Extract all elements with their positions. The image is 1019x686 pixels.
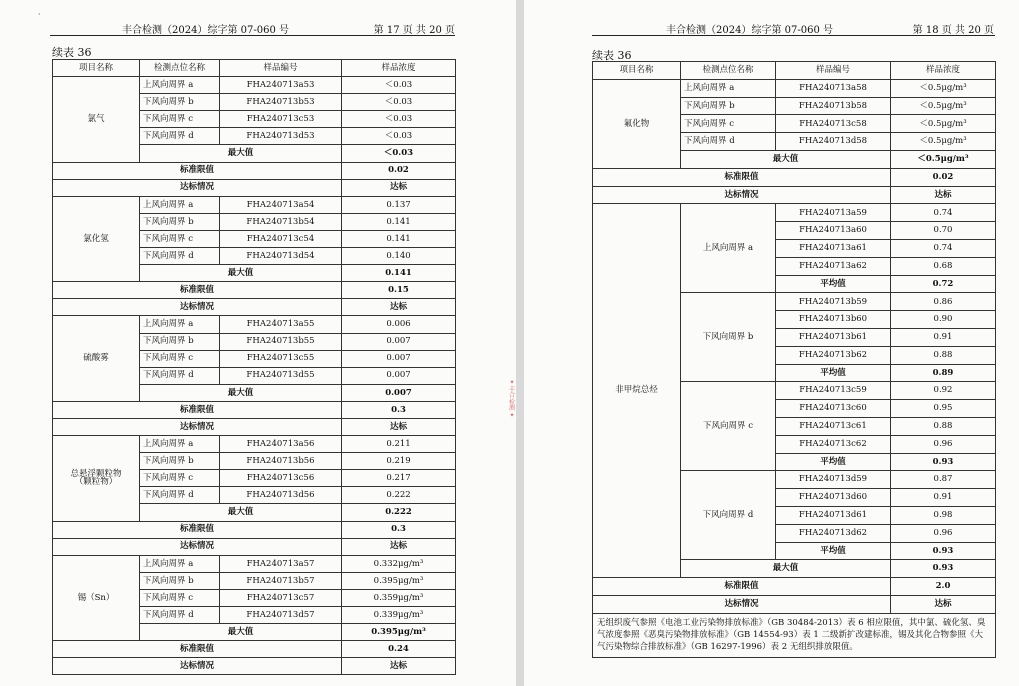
sample-value: 0.395μg/m³: [342, 572, 456, 589]
report-number: 丰合检测（2024）综字第 07-060 号: [666, 25, 833, 36]
sample-code: FHA240713a57: [220, 555, 342, 572]
sample-value: 0.359μg/m³: [342, 589, 456, 606]
status-label: 达标情况: [53, 538, 342, 555]
limit-label: 标准限值: [53, 282, 342, 299]
sample-code: FHA240713a62: [776, 257, 891, 275]
table-header-row: [593, 62, 996, 80]
limit-row: [593, 578, 996, 596]
item-name: [53, 316, 140, 401]
page-header: [50, 21, 455, 36]
sample-code: FHA240713b62: [776, 346, 891, 364]
sample-code: FHA240713c55: [220, 350, 342, 367]
sample-value: 0.88: [891, 417, 996, 435]
average-value: 0.93: [891, 453, 996, 471]
point-name: 上风向周界 a: [681, 79, 776, 97]
sample-code: FHA240713d59: [776, 471, 891, 489]
sample-value: 0.96: [891, 524, 996, 542]
sample-code: FHA240713a60: [776, 222, 891, 240]
max-label: 最大值: [140, 504, 342, 521]
col-code: 样品编号: [220, 60, 342, 77]
limit-row: [53, 401, 456, 418]
limit-value: 0.3: [342, 401, 456, 418]
limit-value: 2.0: [891, 578, 996, 596]
results-table-p17: [52, 59, 456, 675]
sample-value: 0.217: [342, 470, 456, 487]
sample-code: FHA240713d62: [776, 524, 891, 542]
status-label: 达标情况: [593, 186, 891, 204]
item-name-text: 氯化氢: [83, 233, 109, 244]
limit-value: 0.02: [891, 168, 996, 186]
limit-label: 标准限值: [53, 401, 342, 418]
sample-code: FHA240713b58: [776, 97, 891, 115]
sample-value: 0.141: [342, 230, 456, 247]
max-value: 0.141: [342, 265, 456, 282]
point-name: 上风向周界 a: [140, 555, 220, 572]
table-row: [53, 77, 456, 94]
sample-code: FHA240713d55: [220, 367, 342, 384]
status-value: 达标: [891, 186, 996, 204]
col-code: 样品编号: [776, 62, 891, 80]
sample-value: 0.219: [342, 453, 456, 470]
sample-value: 0.92: [891, 382, 996, 400]
table-row: [593, 79, 996, 97]
page-18: [524, 0, 1019, 686]
table-continued-label: 续表 36: [592, 49, 632, 62]
average-label: 平均值: [776, 364, 891, 382]
status-label: 达标情况: [593, 595, 891, 613]
limit-label: 标准限值: [53, 162, 342, 179]
point-name: 下风向周界 b: [140, 333, 220, 350]
sample-value: 0.211: [342, 436, 456, 453]
point-name: 下风向周界 d: [681, 471, 776, 560]
status-label: 达标情况: [53, 658, 342, 675]
sample-value: ＜0.03: [342, 77, 456, 94]
point-name: 下风向周界 b: [140, 572, 220, 589]
point-name: 下风向周界 c: [140, 470, 220, 487]
sample-value: 0.95: [891, 400, 996, 418]
limit-label: 标准限值: [53, 641, 342, 658]
sample-value: 0.007: [342, 367, 456, 384]
point-name: 下风向周界 d: [140, 607, 220, 624]
limit-value: 0.02: [342, 162, 456, 179]
point-name: 下风向周界 d: [140, 367, 220, 384]
status-value: 达标: [342, 179, 456, 196]
point-name: 上风向周界 a: [140, 436, 220, 453]
sample-value: 0.007: [342, 350, 456, 367]
sample-value: 0.141: [342, 213, 456, 230]
point-name: 下风向周界 d: [140, 487, 220, 504]
sample-value: ＜0.5μg/m³: [891, 133, 996, 151]
status-row: [53, 179, 456, 196]
sample-code: FHA240713d57: [220, 607, 342, 624]
sample-value: 0.140: [342, 248, 456, 265]
limit-row: [53, 521, 456, 538]
note-row: [593, 613, 996, 657]
average-value: 0.72: [891, 275, 996, 293]
point-name: 下风向周界 b: [681, 97, 776, 115]
sample-value: 0.339μg/m³: [342, 607, 456, 624]
item-name: [53, 555, 140, 640]
item-name: [593, 79, 681, 168]
sample-code: FHA240713a55: [220, 316, 342, 333]
item-name: [53, 77, 140, 162]
sample-value: ＜0.03: [342, 111, 456, 128]
sample-value: 0.137: [342, 196, 456, 213]
sample-code: FHA240713b54: [220, 213, 342, 230]
point-name: 下风向周界 c: [140, 230, 220, 247]
sample-value: 0.86: [891, 293, 996, 311]
sample-code: FHA240713d54: [220, 248, 342, 265]
sample-code: FHA240713c58: [776, 115, 891, 133]
point-name: 上风向周界 a: [140, 316, 220, 333]
page-header: [594, 21, 994, 36]
sample-code: FHA240713d56: [220, 487, 342, 504]
sample-value: ＜0.03: [342, 94, 456, 111]
sample-value: ＜0.5μg/m³: [891, 97, 996, 115]
item-name-text: 总悬浮颗粒物: [70, 468, 122, 479]
point-name: 下风向周界 d: [681, 133, 776, 151]
item-name-subtext: （颗粒物）: [74, 477, 118, 488]
average-label: 平均值: [776, 542, 891, 560]
item-name-text: 氟化物: [623, 118, 650, 129]
sample-value: 0.87: [891, 471, 996, 489]
status-label: 达标情况: [53, 299, 342, 316]
page-number: 第 18 页 共 20 页: [912, 25, 994, 36]
table-row: [53, 436, 456, 453]
table-row: [53, 196, 456, 213]
point-name: 下风向周界 b: [140, 213, 220, 230]
sample-code: FHA240713c62: [776, 435, 891, 453]
header-rule: [50, 35, 455, 36]
point-name: 下风向周界 c: [140, 350, 220, 367]
table-row: [53, 555, 456, 572]
sample-code: FHA240713c60: [776, 400, 891, 418]
status-row: [593, 186, 996, 204]
sample-code: FHA240713d60: [776, 489, 891, 507]
status-label: 达标情况: [53, 179, 342, 196]
max-value: ＜0.03: [342, 145, 456, 162]
max-value: 0.222: [342, 504, 456, 521]
status-value: 达标: [342, 418, 456, 435]
sample-value: 0.70: [891, 222, 996, 240]
sample-code: FHA240713c59: [776, 382, 891, 400]
sample-code: FHA240713a54: [220, 196, 342, 213]
table-continued-label: 续表 36: [52, 46, 92, 59]
col-value: 样品浓度: [342, 60, 456, 77]
sample-value: ＜0.5μg/m³: [891, 115, 996, 133]
sample-value: 0.006: [342, 316, 456, 333]
sample-code: FHA240713a61: [776, 239, 891, 257]
seam-seal-stamp: ✦ 丰 合 检 测 ✦: [508, 379, 515, 419]
col-point: 检测点位名称: [140, 60, 220, 77]
max-label: 最大值: [140, 145, 342, 162]
sample-code: FHA240713b57: [220, 572, 342, 589]
status-value: 达标: [342, 538, 456, 555]
col-value: 样品浓度: [891, 62, 996, 80]
sample-code: FHA240713c56: [220, 470, 342, 487]
limit-label: 标准限值: [593, 168, 891, 186]
sample-value: 0.007: [342, 333, 456, 350]
sample-value: 0.74: [891, 239, 996, 257]
sample-code: FHA240713a59: [776, 204, 891, 222]
status-value: 达标: [342, 658, 456, 675]
sample-value: 0.96: [891, 435, 996, 453]
sample-code: FHA240713c54: [220, 230, 342, 247]
table-note: 无组织废气参照《电池工业污染物排放标准》（GB 30484-2013）表 6 相应限值，其中氯、硫化氢、臭气浓度参照《恶臭污染物排放标准》（GB 14554-93）表 1 二级新扩改建标准，锡及其化合物参照《大气污染物综合排放标准》（GB 16297-1996）表 2 无组织排放限值。: [593, 613, 996, 657]
max-label: 最大值: [140, 265, 342, 282]
sample-code: FHA240713a56: [220, 436, 342, 453]
limit-row: [53, 162, 456, 179]
results-table-p18: [592, 61, 996, 658]
sample-code: FHA240713d58: [776, 133, 891, 151]
sample-code: FHA240713c61: [776, 417, 891, 435]
status-row: [593, 595, 996, 613]
sample-value: 0.74: [891, 204, 996, 222]
report-number: 丰合检测（2024）综字第 07-060 号: [122, 25, 289, 36]
col-point: 检测点位名称: [681, 62, 776, 80]
sample-value: ＜0.03: [342, 128, 456, 145]
point-name: 下风向周界 b: [140, 453, 220, 470]
point-name: 下风向周界 d: [140, 248, 220, 265]
item-name-text: 氯气: [87, 114, 105, 125]
point-name: 下风向周界 b: [140, 94, 220, 111]
sample-code: FHA240713d53: [220, 128, 342, 145]
limit-label: 标准限值: [53, 521, 342, 538]
sample-value: 0.91: [891, 489, 996, 507]
sample-code: FHA240713a53: [220, 77, 342, 94]
point-name: 上风向周界 a: [140, 77, 220, 94]
col-item: 项目名称: [593, 62, 681, 80]
sample-code: FHA240713b59: [776, 293, 891, 311]
status-row: [53, 299, 456, 316]
average-value: 0.93: [891, 542, 996, 560]
sample-code: FHA240713d61: [776, 506, 891, 524]
average-label: 平均值: [776, 453, 891, 471]
limit-value: 0.15: [342, 282, 456, 299]
limit-value: 0.24: [342, 641, 456, 658]
max-label: 最大值: [681, 150, 891, 168]
point-name: 上风向周界 a: [140, 196, 220, 213]
max-value: 0.007: [342, 384, 456, 401]
header-rule: [592, 35, 995, 36]
sample-value: 0.68: [891, 257, 996, 275]
item-name: [53, 196, 140, 281]
sample-value: 0.98: [891, 506, 996, 524]
item-name: 非甲烷总烃: [593, 204, 681, 578]
table-row: [53, 316, 456, 333]
point-name: 下风向周界 c: [140, 111, 220, 128]
sample-value: 0.90: [891, 311, 996, 329]
point-name: 下风向周界 b: [681, 293, 776, 382]
point-name: 下风向周界 d: [140, 128, 220, 145]
average-label: 平均值: [776, 275, 891, 293]
limit-value: 0.3: [342, 521, 456, 538]
sample-code: FHA240713a58: [776, 79, 891, 97]
average-value: 0.89: [891, 364, 996, 382]
status-value: 达标: [891, 595, 996, 613]
point-name: 下风向周界 c: [681, 115, 776, 133]
max-value: 0.395μg/m³: [342, 624, 456, 641]
point-name: 下风向周界 c: [681, 382, 776, 471]
limit-row: [53, 282, 456, 299]
sample-value: ＜0.5μg/m³: [891, 79, 996, 97]
max-value: ＜0.5μg/m³: [891, 150, 996, 168]
status-label: 达标情况: [53, 418, 342, 435]
sample-code: FHA240713b53: [220, 94, 342, 111]
page-number: 第 17 页 共 20 页: [373, 25, 455, 36]
sample-value: 0.91: [891, 328, 996, 346]
sample-code: FHA240713c53: [220, 111, 342, 128]
max-label: 最大值: [681, 560, 891, 578]
point-name: 下风向周界 c: [140, 589, 220, 606]
item-name-text: 锡（Sn）: [77, 592, 115, 603]
sample-value: 0.332μg/m³: [342, 555, 456, 572]
status-value: 达标: [342, 299, 456, 316]
status-row: [53, 418, 456, 435]
table-header-row: [53, 60, 456, 77]
item-name: [53, 436, 140, 521]
point-name: 上风向周界 a: [681, 204, 776, 293]
status-row: [53, 658, 456, 675]
max-label: 最大值: [140, 624, 342, 641]
sample-value: 0.222: [342, 487, 456, 504]
max-value: 0.93: [891, 560, 996, 578]
corner-mark: ·: [38, 10, 41, 19]
item-name-text: 硫酸雾: [83, 353, 109, 364]
sample-code: FHA240713c57: [220, 589, 342, 606]
sample-code: FHA240713b61: [776, 328, 891, 346]
table-row: [593, 204, 996, 222]
sample-code: FHA240713b56: [220, 453, 342, 470]
col-item: 项目名称: [53, 60, 140, 77]
sample-code: FHA240713b55: [220, 333, 342, 350]
limit-row: [593, 168, 996, 186]
limit-row: [53, 641, 456, 658]
sample-code: FHA240713b60: [776, 311, 891, 329]
status-row: [53, 538, 456, 555]
max-label: 最大值: [140, 384, 342, 401]
sample-value: 0.88: [891, 346, 996, 364]
limit-label: 标准限值: [593, 578, 891, 596]
